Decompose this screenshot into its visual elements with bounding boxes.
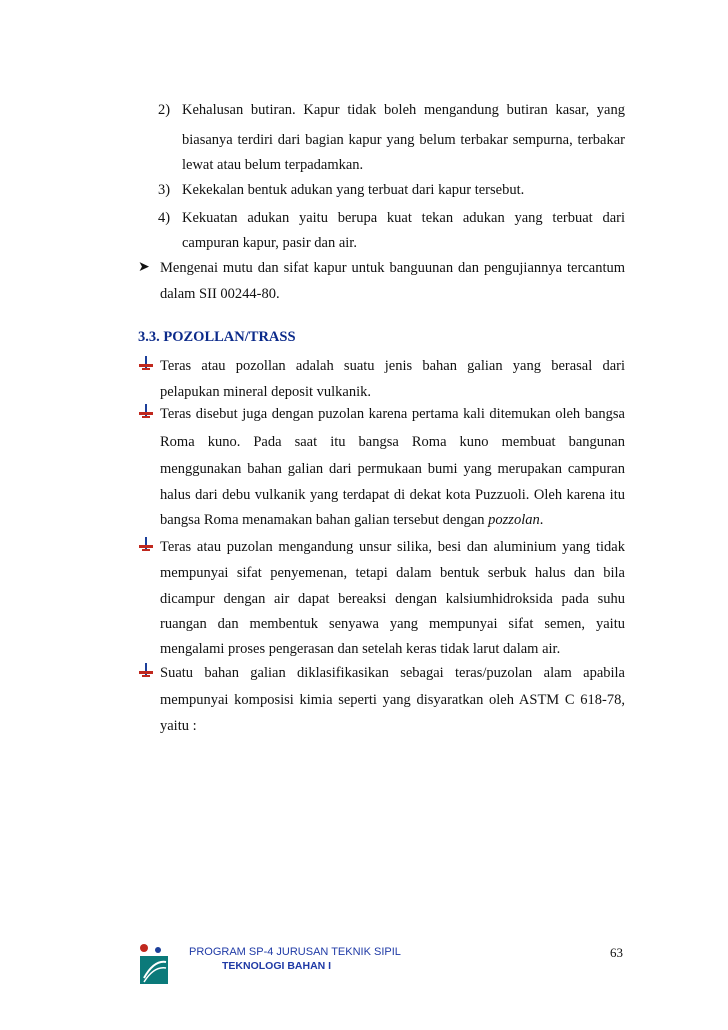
italic-term: pozzolan xyxy=(488,512,540,528)
institution-logo xyxy=(138,942,170,986)
bullet-text-line: mempunyai komposisi kimia seperti yang disyaratkan oleh ASTM C 618-78, xyxy=(160,692,625,708)
bullet-text-prefix: bangsa Roma menamakan bahan galian tersebut dengan xyxy=(160,512,489,528)
pin-bullet-icon xyxy=(139,537,153,553)
arrow-bullet-icon: ➤ xyxy=(138,260,150,275)
list-text-line: Kekuatan adukan yaitu berupa kuat tekan adukan yang terbuat dari xyxy=(182,210,625,226)
bullet-text-line: pelapukan mineral deposit vulkanik. xyxy=(160,384,372,400)
bullet-text-line: dicampur dengan air dapat bereaksi dengan kalsiumhidroksida pada suhu xyxy=(160,591,625,607)
bullet-text-line: Teras atau pozollan adalah suatu jenis bahan galian yang berasal dari xyxy=(160,358,625,374)
pin-bullet-icon xyxy=(139,404,153,420)
footer-subject: TEKNOLOGI BAHAN I xyxy=(222,960,332,972)
page-number: 63 xyxy=(610,945,623,960)
list-number: 2) xyxy=(158,102,171,118)
list-text-line: Kekekalan bentuk adukan yang terbuat dari kapur tersebut. xyxy=(182,182,525,198)
pin-bullet-icon xyxy=(139,356,153,372)
section-heading: 3.3. POZOLLAN/TRASS xyxy=(138,329,296,345)
list-text-line: campuran kapur, pasir dan air. xyxy=(182,235,357,251)
bullet-text-line: mempunyai sifat penyemenan, tetapi dalam bentuk serbuk halus dan bila xyxy=(160,565,625,581)
bullet-text-line: Teras atau puzolan mengandung unsur silika, besi dan aluminium yang tidak xyxy=(160,539,625,555)
bullet-text-line: menggunakan bahan galian dari permukaan bumi yang merupakan campuran xyxy=(160,461,625,477)
list-text-line: Kehalusan butiran. Kapur tidak boleh mengandung butiran kasar, yang xyxy=(182,102,625,118)
list-number: 3) xyxy=(158,182,171,198)
list-text-line: lewat atau belum terpadamkan. xyxy=(182,157,364,173)
bullet-text-line: yaitu : xyxy=(160,718,197,734)
arrow-item-line: dalam SII 00244-80. xyxy=(160,286,280,302)
bullet-text-line: Teras disebut juga dengan puzolan karena pertama kali ditemukan oleh bangsa xyxy=(160,406,625,422)
list-number: 4) xyxy=(158,210,171,226)
bullet-text-line: mengalami proses pengerasan dan setelah keras tidak larut dalam air. xyxy=(160,641,561,657)
bullet-text-suffix: . xyxy=(539,512,544,528)
bullet-text-line: halus dari debu vulkanik yang terdapat di dekat kota Puzzuoli. Oleh karena itu xyxy=(160,487,625,503)
pin-bullet-icon xyxy=(139,663,153,679)
list-text-line: biasanya terdiri dari bagian kapur yang belum terbakar sempurna, terbakar xyxy=(182,132,625,148)
footer-program: PROGRAM SP-4 JURUSAN TEKNIK SIPIL xyxy=(189,946,401,958)
arrow-item-line: Mengenai mutu dan sifat kapur untuk banguunan dan pengujiannya tercantum xyxy=(160,260,625,276)
bullet-text-line-last xyxy=(160,510,543,530)
bullet-text-line: ruangan dan membentuk senyawa yang mempunyai sifat semen, yaitu xyxy=(160,616,625,632)
bullet-text-line: Suatu bahan galian diklasifikasikan sebagai teras/puzolan alam apabila xyxy=(160,665,625,681)
bullet-text-line: Roma kuno. Pada saat itu bangsa Roma kuno membuat bangunan xyxy=(160,434,625,450)
